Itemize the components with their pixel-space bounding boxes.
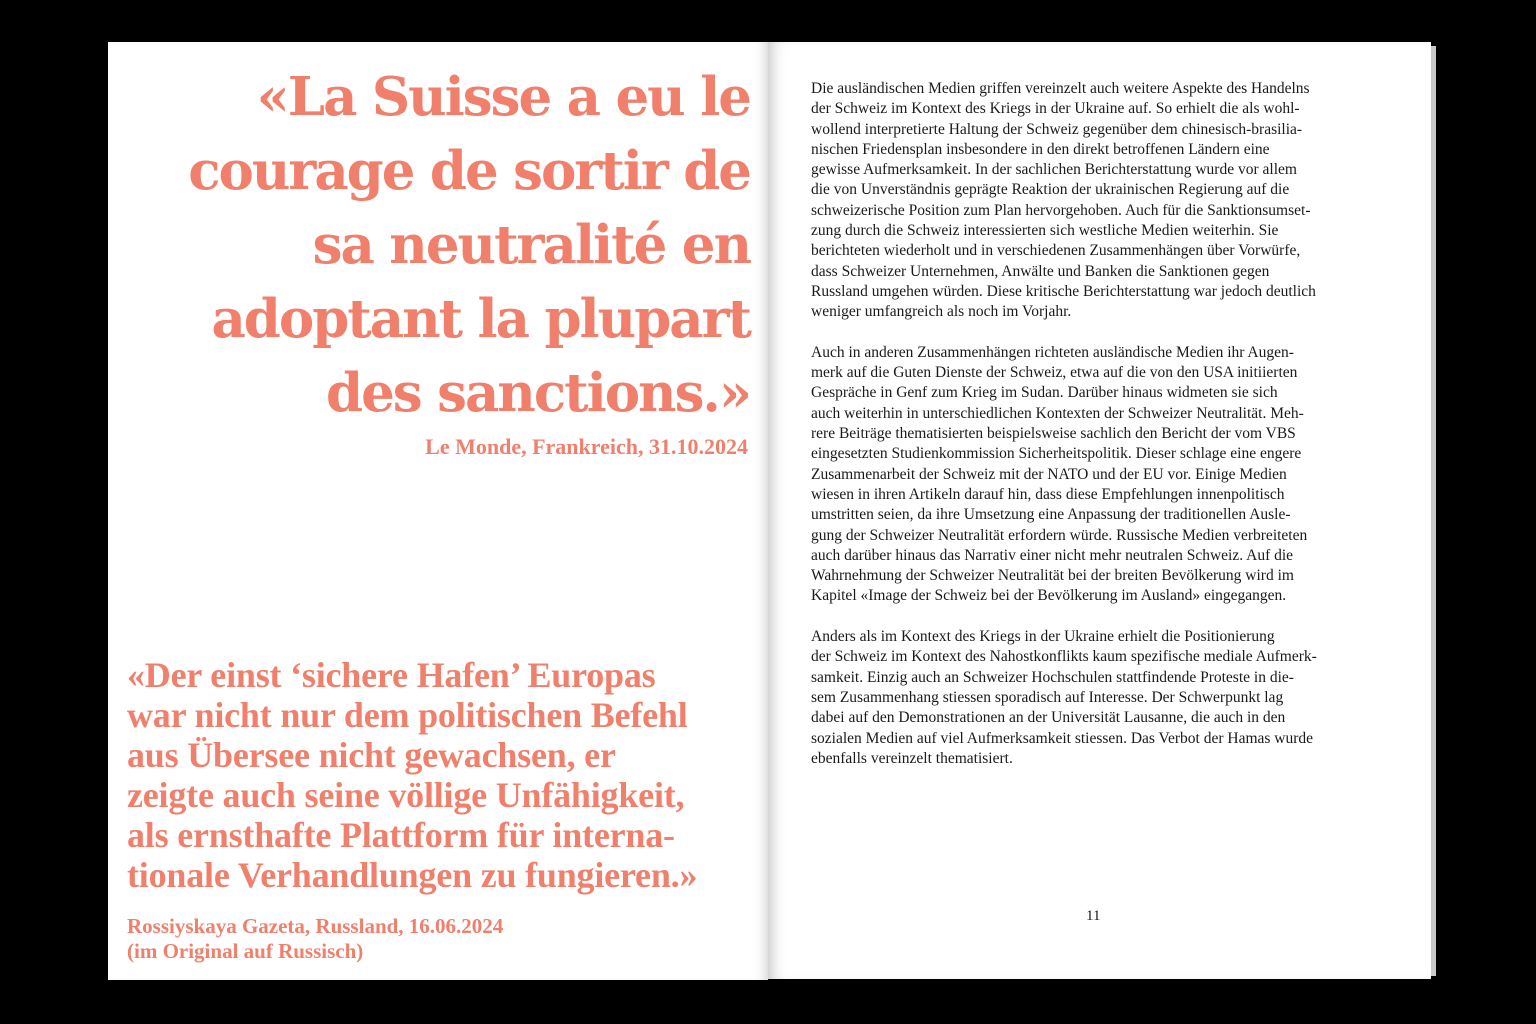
- text-line: samkeit. Einzig auch an Schweizer Hochschulen stattfindende Proteste in die-: [811, 668, 1294, 686]
- text-line: Zusammenarbeit der Schweiz mit der NATO und der EU vor. Einige Medien: [811, 465, 1287, 483]
- right-page: [768, 42, 1431, 979]
- quote-line: adoptant la plupart: [211, 288, 750, 350]
- text-line: der Schweiz im Kontext des Kriegs in der Ukraine auf. So erhielt die als wohl-: [811, 100, 1300, 118]
- page-number: 11: [1086, 908, 1101, 924]
- text-line: dass Schweizer Unternehmen, Anwälte und Banken die Sanktionen gegen: [811, 262, 1270, 280]
- source-line: (im Original auf Russisch): [127, 939, 364, 963]
- quote-line: «Der einst ‘sichere Hafen’ Europas: [127, 655, 656, 695]
- quote-line: courage de sortir de: [188, 140, 750, 202]
- text-line: Kapitel «Image der Schweiz bei der Bevölkerung im Ausland» eingegangen.: [811, 587, 1287, 605]
- body-text: [811, 79, 1391, 769]
- text-line: dabei auf den Demonstrationen an der Universität Lausanne, die auch in den: [811, 709, 1286, 727]
- text-line: nischen Friedensplan insbesondere in den direkt betroffenen Ländern eine: [811, 140, 1270, 158]
- paragraph: [811, 627, 1391, 769]
- text-line: auch darüber hinaus das Narrativ einer nicht mehr neutralen Schweiz. Auf die: [811, 546, 1294, 564]
- text-line: schweizerische Position zum Plan hervorgehoben. Auch für die Sanktionsumset-: [811, 201, 1311, 219]
- quote-line: aus Übersee nicht gewachsen, er: [127, 735, 616, 775]
- quote-line: zeigte auch seine völlige Unfähigkeit,: [127, 775, 685, 815]
- text-line: eingesetzten Studienkommission Sicherheitspolitik. Dieser schlage eine engere: [811, 445, 1302, 463]
- quote-line: war nicht nur dem politischen Befehl: [127, 695, 688, 735]
- page-edge: [1431, 46, 1436, 976]
- quote-line: «La Suisse a eu le: [256, 66, 750, 128]
- text-line: merk auf die Guten Dienste der Schweiz, etwa auf die von den USA initiierten: [811, 364, 1298, 382]
- text-line: Russland umgehen würden. Diese kritische Berichterstattung war jedoch deutlich: [811, 282, 1316, 300]
- text-line: sozialen Medien auf viel Aufmerksamkeit stiessen. Das Verbot der Hamas wurde: [811, 729, 1314, 747]
- text-line: die von Unverständnis geprägte Reaktion der ukrainischen Regierung auf die: [811, 181, 1290, 199]
- pull-quote-le-monde: [110, 60, 750, 430]
- text-line: ebenfalls vereinzelt thematisiert.: [811, 749, 1013, 767]
- text-line: weniger umfangreich als noch im Vorjahr.: [811, 303, 1072, 321]
- left-page: [108, 42, 768, 980]
- text-line: zung durch die Schweiz interessierten sich westliche Medien weiterhin. Sie: [811, 222, 1279, 240]
- text-line: berichteten wiederholt und in verschiedenen Zusammenhängen über Vorwürfe,: [811, 242, 1301, 260]
- text-line: wollend interpretierte Haltung der Schweiz gegenüber dem chinesisch-brasilia-: [811, 120, 1303, 138]
- text-line: wiesen in ihren Artikeln darauf hin, dass diese Empfehlungen innenpolitisch: [811, 485, 1285, 503]
- quote-source-rossiyskaya-gazeta: [127, 914, 503, 964]
- text-line: auch weiterhin in unterschiedlichen Kontexten der Schweizer Neutralität. Meh-: [811, 404, 1304, 422]
- text-line: gewisse Aufmerksamkeit. In der sachlichen Berichterstattung wurde vor allem: [811, 161, 1297, 179]
- text-line: Auch in anderen Zusammenhängen richteten ausländische Medien ihr Augen-: [811, 343, 1294, 361]
- quote-line: des sanctions.»: [326, 362, 750, 424]
- text-line: Anders als im Kontext des Kriegs in der Ukraine erhielt die Positionierung: [811, 628, 1275, 646]
- quote-line: sa neutralité en: [312, 214, 750, 276]
- text-line: Wahrnehmung der Schweizer Neutralität bei der breiten Bevölkerung wird im: [811, 567, 1294, 585]
- text-line: Die ausländischen Medien griffen vereinzelt auch weitere Aspekte des Handelns: [811, 80, 1310, 97]
- quote-line: tionale Verhandlungen zu fungieren.»: [127, 855, 698, 895]
- paragraph: [811, 79, 1391, 323]
- pull-quote-rossiyskaya-gazeta: [127, 655, 767, 895]
- text-line: gung der Schweizer Neutralität erfordern würde. Russische Medien verbreiteten: [811, 526, 1308, 544]
- text-line: Gespräche in Genf zum Krieg im Sudan. Darüber hinaus widmeten sie sich: [811, 384, 1278, 402]
- quote-source-le-monde: Le Monde, Frankreich, 31.10.2024: [425, 434, 748, 459]
- source-line: Rossiyskaya Gazeta, Russland, 16.06.2024: [127, 914, 504, 938]
- text-line: sem Zusammenhang stiessen sporadisch auf Interesse. Der Schwerpunkt lag: [811, 688, 1284, 706]
- paragraph: [811, 343, 1391, 607]
- text-line: der Schweiz im Kontext des Nahostkonflikts kaum spezifische mediale Aufmerk-: [811, 648, 1317, 666]
- text-line: umstritten seien, da ihre Umsetzung eine Anpassung der traditionellen Ausle-: [811, 506, 1291, 524]
- quote-line: als ernsthafte Plattform für interna-: [127, 815, 675, 855]
- text-line: rere Beiträge thematisierten beispielsweise sachlich den Bericht der vom VBS: [811, 425, 1296, 443]
